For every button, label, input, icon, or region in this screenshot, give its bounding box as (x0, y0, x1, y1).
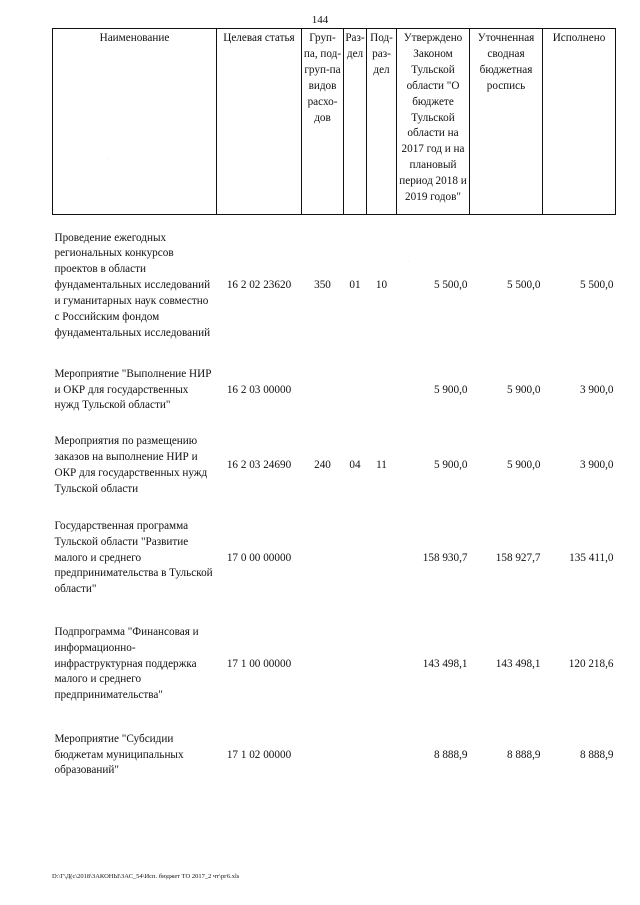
row-subsection (367, 509, 397, 609)
row-section: 04 (349, 459, 361, 472)
scan-speck: . (408, 258, 409, 263)
row-target: 16 2 03 24690 (226, 459, 292, 472)
table-row (53, 358, 616, 424)
budget-table (52, 28, 616, 791)
row-section: 01 (349, 279, 361, 292)
row-executed: 120 218,6 (568, 657, 614, 670)
row-group (302, 609, 344, 721)
row-refined: 5 900,0 (506, 383, 541, 396)
row-refined: 8 888,9 (506, 748, 541, 761)
row-target: 16 2 03 00000 (226, 383, 292, 396)
row-name: Мероприятие "Выполнение НИР и ОКР для государственных нужд Тульской области" (54, 367, 212, 412)
page-number: 144 (311, 14, 329, 26)
row-executed: 5 500,0 (579, 279, 614, 292)
row-name: Проведение ежегодных региональных конкурсов проектов в области фундаментальных исследований и гуманитарных наук совместно с Российским фондом фундаментальных исследований (54, 231, 211, 340)
header-row (53, 29, 616, 215)
row-target: 16 2 02 23620 (226, 279, 292, 292)
row-refined: 5 900,0 (506, 459, 541, 472)
row-subsection (367, 358, 397, 424)
row-approved: 143 498,1 (422, 657, 468, 670)
header-subsection: Под-раз-дел (367, 29, 397, 215)
row-group (302, 509, 344, 609)
header-group: Груп-па, под-груп-па видов расхо-дов (302, 29, 344, 215)
row-target: 17 1 02 00000 (226, 748, 292, 761)
row-refined: 5 500,0 (506, 279, 541, 292)
row-group (302, 358, 344, 424)
row-executed: 8 888,9 (579, 748, 614, 761)
row-subsection (367, 721, 397, 791)
row-subsection: 10 (375, 279, 388, 292)
header-section: Раз-дел (344, 29, 367, 215)
header-refined: Уточненная сводная бюджетная роспись (470, 29, 543, 215)
file-path-footer: D:\Г\Д(с\2018\ЗАКОНЫ\ЗАС_54\Исп. бюджет ТО 2017_2 чт\рг6.xls (52, 873, 240, 880)
table-row (53, 509, 616, 609)
row-refined: 143 498,1 (495, 657, 541, 670)
row-section (344, 609, 367, 721)
table-row (53, 721, 616, 791)
row-name: Мероприятия по размещению заказов на выполнение НИР и ОКР для государственных нужд Тульской области (54, 435, 208, 495)
row-refined: 158 927,7 (495, 551, 541, 564)
header-target: Целевая статья (217, 29, 302, 215)
row-group: 350 (314, 279, 331, 292)
header-approved: Утверждено Законом Тульской области "О бюджете Тульской области на 2017 год и на плановый период 2018 и 2019 годов" (397, 29, 470, 215)
row-executed: 3 900,0 (579, 459, 614, 472)
row-approved: 5 500,0 (433, 279, 468, 292)
header-name: Наименование (53, 29, 217, 215)
row-approved: 158 930,7 (422, 551, 468, 564)
row-subsection: 11 (376, 459, 387, 472)
row-group: 240 (314, 459, 331, 472)
table-row (53, 424, 616, 509)
row-approved: 8 888,9 (433, 748, 468, 761)
row-name: Государственная программа Тульской области "Развитие малого и среднего предпринимательства в Тульской области" (54, 519, 213, 596)
table-row (53, 215, 616, 358)
row-name: Мероприятие "Субсидии бюджетам муниципальных образований" (54, 732, 184, 777)
row-subsection (367, 609, 397, 721)
row-approved: 5 900,0 (433, 383, 468, 396)
row-name: Подпрограмма "Финансовая и информационно-инфраструктурная поддержка малого и среднего предпринимательства" (54, 625, 199, 702)
row-executed: 135 411,0 (569, 551, 614, 564)
header-executed: Исполнено (543, 29, 616, 215)
row-group (302, 721, 344, 791)
row-target: 17 0 00 00000 (226, 551, 292, 564)
row-section (344, 358, 367, 424)
row-approved: 5 900,0 (433, 459, 468, 472)
row-executed: 3 900,0 (579, 383, 614, 396)
row-section (344, 721, 367, 791)
row-target: 17 1 00 00000 (226, 657, 292, 670)
table-row (53, 609, 616, 721)
row-section (344, 509, 367, 609)
scan-speck: . (107, 156, 108, 161)
